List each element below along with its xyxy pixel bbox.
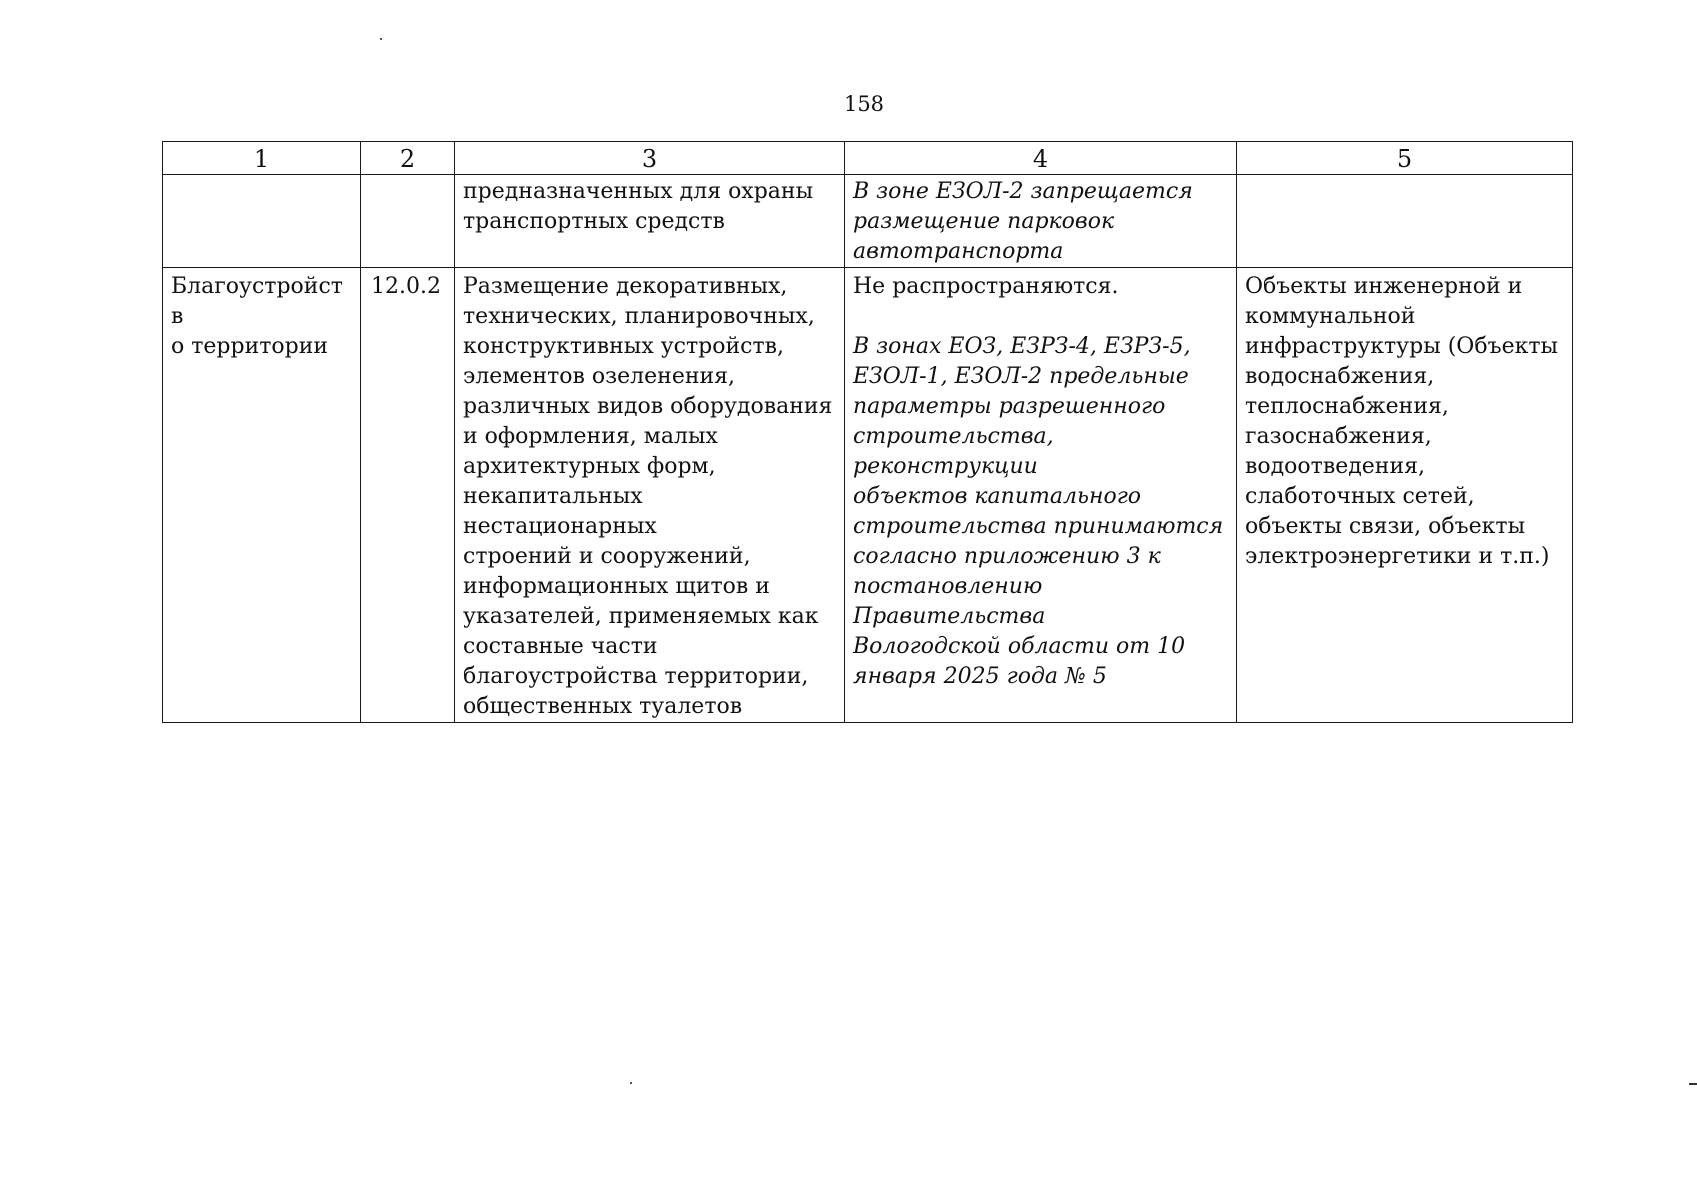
cell-text: предназначенных для охраны транспортных средств [463, 179, 814, 234]
column-header-4: 4 [845, 142, 1237, 175]
cell-text: В зоне ЕЗОЛ-2 запрещается размещение парковок автотранспорта [853, 179, 1193, 264]
cell-description [455, 175, 845, 268]
cell-parameters [845, 268, 1237, 723]
table-row [163, 175, 1573, 268]
page-number: 158 [843, 92, 885, 116]
cell-related-objects [1237, 268, 1573, 723]
parameters-note: Не распространяются. [853, 274, 1119, 299]
cell-text: Размещение декоративных, технических, планировочных, конструктивных устройств, элементов озеленения, различных видов оборудования и оформления, малых архитектурных форм, некапитальных нестационарных строений и сооружений, информационных щитов и указателей, применяемых как составные части благоустройства территории, общественных туалетов [463, 274, 833, 719]
scan-speck [380, 38, 382, 40]
paragraph-spacer [853, 302, 1228, 332]
parameters-italic-text: В зонах ЕОЗ, ЕЗРЗ-4, ЕЗРЗ-5, ЕЗОЛ-1, ЕЗОЛ-2 предельные параметры разрешенного строительства, реконструкции объектов капитального строительства принимаются согласно приложению 3 к постановлению Правительства Вологодской области от 10 января 2025 года № 5 [853, 334, 1224, 689]
cell-text: 12.0.2 [371, 274, 441, 299]
scan-speck [630, 1082, 632, 1084]
cell-parameters [845, 175, 1237, 268]
table-row [163, 268, 1573, 723]
cell-land-use-name [163, 175, 361, 268]
cell-text: Объекты инженерной и коммунальной инфраструктуры (Объекты водоснабжения, теплоснабжения, газоснабжения, водоотведения, слаботочных сетей, объекты связи, объекты электроэнергетики и т.п.) [1245, 274, 1559, 569]
cell-text: Благоустройств о территории [171, 274, 343, 359]
column-header-3: 3 [455, 142, 845, 175]
column-header-5: 5 [1237, 142, 1573, 175]
table-header-row [163, 142, 1573, 175]
cell-related-objects [1237, 175, 1573, 268]
column-header-2: 2 [361, 142, 455, 175]
cell-land-use-code [361, 175, 455, 268]
cell-land-use-code [361, 268, 455, 723]
land-use-table [162, 141, 1573, 723]
cell-land-use-name [163, 268, 361, 723]
cell-description [455, 268, 845, 723]
column-header-1: 1 [163, 142, 361, 175]
scan-mark [1689, 1083, 1697, 1085]
